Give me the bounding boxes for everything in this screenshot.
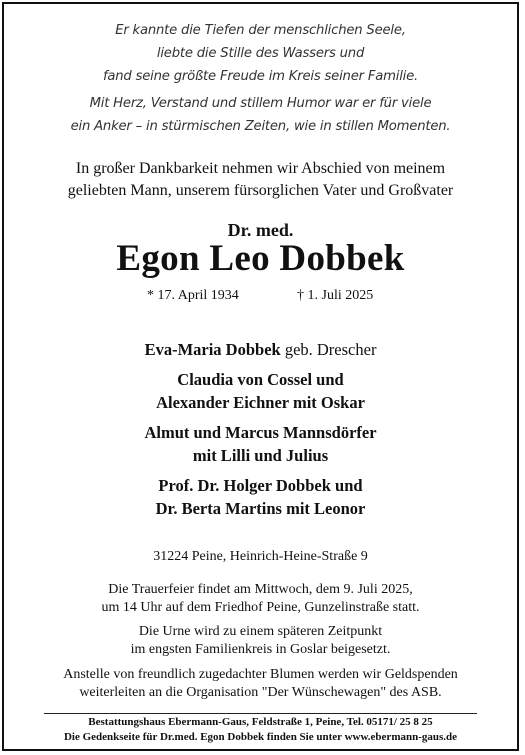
mourner-line: Alexander Eichner mit Oskar [156, 393, 365, 412]
donation-line: Anstelle von freundlich zugedachter Blumen werden wir Geldspenden [63, 667, 458, 682]
poem-line: Mit Herz, Verstand und stillem Humor war er für viele [89, 96, 432, 111]
urn-info-line: Die Urne wird zu einem späteren Zeitpunkt [138, 624, 383, 639]
intro-line: In großer Dankbarkeit nehmen wir Abschied von meinem [75, 160, 446, 177]
poem-line: fand seine größte Freude im Kreis seiner Familie. [102, 69, 419, 84]
footer-divider [44, 713, 477, 714]
funeral-home-line: Bestattungshaus Ebermann-Gaus, Feldstraße 1, Peine, Tel. 05171/ 25 8 25 [88, 716, 433, 728]
poem-line: Er kannte die Tiefen der menschlichen Seele, [115, 23, 406, 38]
birth-date: * 17. April 1934 [147, 288, 239, 303]
widow-birth-name: geb. Drescher [280, 340, 377, 359]
death-date: † 1. Juli 2025 [297, 288, 374, 303]
mourner-widow [0, 340, 521, 360]
poem-line: liebte die Stille des Wassers und [156, 46, 365, 61]
mourner-line: Prof. Dr. Holger Dobbek und [158, 476, 363, 495]
intro-line: geliebten Mann, unserem fürsorglichen Vater und Großvater [67, 182, 454, 199]
mourner-line: Claudia von Cossel und [177, 370, 344, 389]
funeral-info-line: um 14 Uhr auf dem Friedhof Peine, Gunzelinstraße statt. [101, 600, 420, 615]
memorial-page-line: Die Gedenkseite für Dr.med. Egon Dobbek finden Sie unter www.ebermann-gaus.de [63, 731, 458, 743]
academic-title: Dr. med. [227, 220, 294, 240]
mourner-line: mit Lilli und Julius [192, 446, 329, 465]
donation-line: weiterleiten an die Organisation "Der Wünschewagen" des ASB. [79, 685, 442, 700]
poem-line: ein Anker – in stürmischen Zeiten, wie in stillen Momenten. [70, 119, 451, 134]
mourner-line: Almut und Marcus Mannsdörfer [144, 423, 377, 442]
widow-name: Eva-Maria Dobbek [144, 340, 281, 359]
family-address: 31224 Peine, Heinrich-Heine-Straße 9 [153, 549, 368, 564]
urn-info-line: im engsten Familienkreis in Goslar beigesetzt. [130, 642, 391, 657]
mourner-line: Dr. Berta Martins mit Leonor [155, 499, 366, 518]
deceased-name: Egon Leo Dobbek [116, 238, 405, 279]
funeral-info-line: Die Trauerfeier findet am Mittwoch, dem 9. Juli 2025, [108, 582, 413, 597]
